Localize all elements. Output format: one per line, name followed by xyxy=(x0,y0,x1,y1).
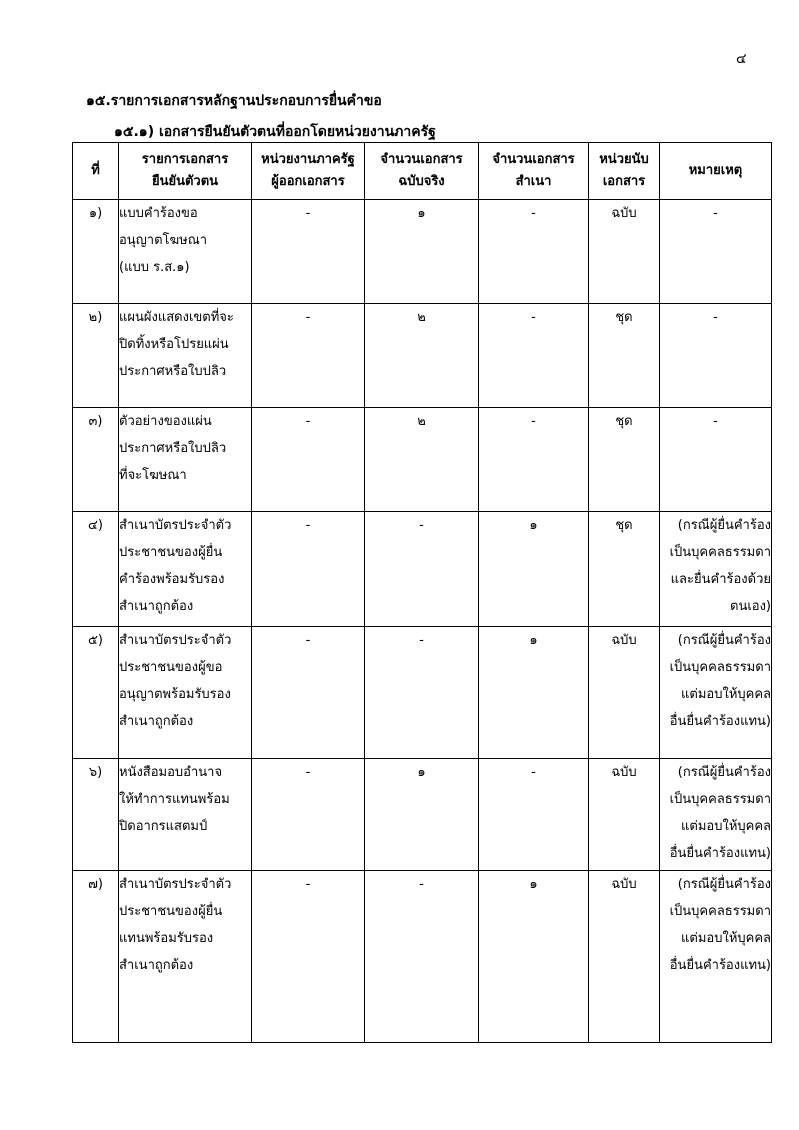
header-unit xyxy=(589,143,660,200)
remarks-line: (กรณีผู้ยื่นคำร้อง xyxy=(677,877,771,892)
row-number: ๓) xyxy=(73,408,119,512)
remarks xyxy=(660,304,772,408)
original-count: ๒ xyxy=(365,304,479,408)
original-count: - xyxy=(365,871,479,1043)
header-remarks-line: หมายเหตุ xyxy=(688,163,743,178)
header-copy-count-line: จำนวนเอกสาร xyxy=(492,152,575,167)
remarks-line: อื่นยื่นคำร้องแทน) xyxy=(669,846,771,861)
table-row xyxy=(73,627,772,759)
document-name-line: ประกาศหรือใบปลิว xyxy=(119,364,227,379)
copy-count: ๑ xyxy=(479,627,589,759)
issuing-agency: - xyxy=(252,759,365,871)
document-name-line: อนุญาตพร้อมรับรอง xyxy=(119,687,231,702)
document-name-line: ให้ทำการแทนพร้อม xyxy=(119,792,230,807)
document-name xyxy=(119,512,252,627)
table-row xyxy=(73,408,772,512)
document-name-line: ประกาศหรือใบปลิว xyxy=(119,441,227,456)
remarks-line: ตนเอง) xyxy=(730,599,771,614)
document-unit: ฉบับ xyxy=(589,759,660,871)
document-unit: ชุด xyxy=(589,408,660,512)
page-number: ๔ xyxy=(736,51,747,67)
document-name-line: ปิดอากรแสตมป์ xyxy=(119,819,208,834)
remarks-line: เป็นบุคคลธรรมดา xyxy=(669,660,771,675)
table-row xyxy=(73,512,772,627)
document-name xyxy=(119,408,252,512)
document-name-line: หนังสือมอบอำนาจ xyxy=(119,765,223,780)
issuing-agency: - xyxy=(252,871,365,1043)
document-name-line: ตัวอย่างของแผ่น xyxy=(119,414,212,429)
header-issuing-agency-line: ผู้ออกเอกสาร xyxy=(271,174,345,189)
original-count: ๑ xyxy=(365,759,479,871)
remarks-line: - xyxy=(713,414,718,429)
header-issuing-agency-line: หน่วยงานภาครัฐ xyxy=(261,152,355,167)
document-name-line: อนุญาตโฆษณา xyxy=(119,233,208,248)
subsection-title: ๑๕.๑) เอกสารยืนยันตัวตนที่ออกโดยหน่วยงานภาครัฐ xyxy=(114,124,436,140)
document-unit: ชุด xyxy=(589,512,660,627)
header-remarks xyxy=(660,143,772,200)
remarks xyxy=(660,627,772,759)
document-name-line: ประชาชนของผู้ขอ xyxy=(119,660,223,675)
header-copy-count-line: สำเนา xyxy=(515,174,552,189)
remarks-line: เป็นบุคคลธรรมดา xyxy=(669,792,771,807)
header-no xyxy=(73,143,119,200)
remarks-line: - xyxy=(713,206,718,221)
remarks-line: เป็นบุคคลธรรมดา xyxy=(669,904,771,919)
remarks-line: และยื่นคำร้องด้วย xyxy=(670,572,771,587)
remarks xyxy=(660,512,772,627)
table-row xyxy=(73,759,772,871)
document-unit: ฉบับ xyxy=(589,200,660,304)
remarks xyxy=(660,871,772,1043)
row-number: ๗) xyxy=(73,871,119,1043)
remarks-line: แต่มอบให้บุคคล xyxy=(681,931,771,946)
document-name-line: สำเนาถูกต้อง xyxy=(119,599,194,614)
copy-count: - xyxy=(479,408,589,512)
copy-count: - xyxy=(479,200,589,304)
header-original-count-line: ฉบับจริง xyxy=(398,174,445,189)
original-count: - xyxy=(365,627,479,759)
remarks-line: แต่มอบให้บุคคล xyxy=(681,819,771,834)
document-unit: ฉบับ xyxy=(589,627,660,759)
header-document-name-line: รายการเอกสาร xyxy=(141,152,229,167)
header-document-name-line: ยืนยันตัวตน xyxy=(151,174,219,189)
copy-count: ๑ xyxy=(479,512,589,627)
header-original-count xyxy=(365,143,479,200)
remarks xyxy=(660,759,772,871)
table-row xyxy=(73,304,772,408)
remarks xyxy=(660,200,772,304)
document-unit: ฉบับ xyxy=(589,871,660,1043)
remarks-line: (กรณีผู้ยื่นคำร้อง xyxy=(677,765,771,780)
remarks-line: เป็นบุคคลธรรมดา xyxy=(669,545,771,560)
copy-count: ๑ xyxy=(479,871,589,1043)
header-unit-line: เอกสาร xyxy=(602,174,646,189)
document-name-line: ที่จะโฆษณา xyxy=(119,468,187,483)
document-name-line: แผนผังแสดงเขตที่จะ xyxy=(119,310,234,325)
original-count: - xyxy=(365,512,479,627)
remarks-line: (กรณีผู้ยื่นคำร้อง xyxy=(677,518,771,533)
remarks-line: (กรณีผู้ยื่นคำร้อง xyxy=(677,633,771,648)
remarks xyxy=(660,408,772,512)
section-title: ๑๕.รายการเอกสารหลักฐานประกอบการยื่นคำขอ xyxy=(86,93,382,109)
header-unit-line: หน่วยนับ xyxy=(599,152,649,167)
document-name-line: สำเนาบัตรประจำตัว xyxy=(119,518,232,533)
header-no-line: ที่ xyxy=(91,163,100,178)
document-name-line: ประชาชนของผู้ยื่น xyxy=(119,904,223,919)
row-number: ๔) xyxy=(73,512,119,627)
document-name xyxy=(119,759,252,871)
row-number: ๒) xyxy=(73,304,119,408)
document-name-line: สำเนาถูกต้อง xyxy=(119,714,194,729)
header-copy-count xyxy=(479,143,589,200)
document-name-line: สำเนาบัตรประจำตัว xyxy=(119,633,232,648)
document-name-line: ปิดทิ้งหรือโปรยแผ่น xyxy=(119,337,229,352)
row-number: ๖) xyxy=(73,759,119,871)
original-count: ๑ xyxy=(365,200,479,304)
header-original-count-line: จำนวนเอกสาร xyxy=(380,152,463,167)
issuing-agency: - xyxy=(252,512,365,627)
document-table xyxy=(72,142,772,1043)
issuing-agency: - xyxy=(252,200,365,304)
copy-count: - xyxy=(479,759,589,871)
document-name xyxy=(119,627,252,759)
document-name xyxy=(119,200,252,304)
original-count: ๒ xyxy=(365,408,479,512)
row-number: ๑) xyxy=(73,200,119,304)
document-name-line: ประชาชนของผู้ยื่น xyxy=(119,545,223,560)
document-name-line: แบบคำร้องขอ xyxy=(119,206,198,221)
remarks-line: แต่มอบให้บุคคล xyxy=(681,687,771,702)
document-name-line: คำร้องพร้อมรับรอง xyxy=(119,572,225,587)
document-name xyxy=(119,871,252,1043)
remarks-line: อื่นยื่นคำร้องแทน) xyxy=(669,714,771,729)
document-name-line: สำเนาบัตรประจำตัว xyxy=(119,877,232,892)
table-row xyxy=(73,200,772,304)
copy-count: - xyxy=(479,304,589,408)
document-name-line: สำเนาถูกต้อง xyxy=(119,958,194,973)
document-name-line: แทนพร้อมรับรอง xyxy=(119,931,214,946)
issuing-agency: - xyxy=(252,627,365,759)
row-number: ๕) xyxy=(73,627,119,759)
remarks-line: อื่นยื่นคำร้องแทน) xyxy=(669,958,771,973)
table-header-row xyxy=(73,143,772,200)
document-name xyxy=(119,304,252,408)
issuing-agency: - xyxy=(252,304,365,408)
document-name-line: (แบบ ร.ส.๑) xyxy=(119,260,190,275)
remarks-line: - xyxy=(713,310,718,325)
table-row xyxy=(73,871,772,1043)
header-document-name xyxy=(119,143,252,200)
document-unit: ชุด xyxy=(589,304,660,408)
issuing-agency: - xyxy=(252,408,365,512)
header-issuing-agency xyxy=(252,143,365,200)
